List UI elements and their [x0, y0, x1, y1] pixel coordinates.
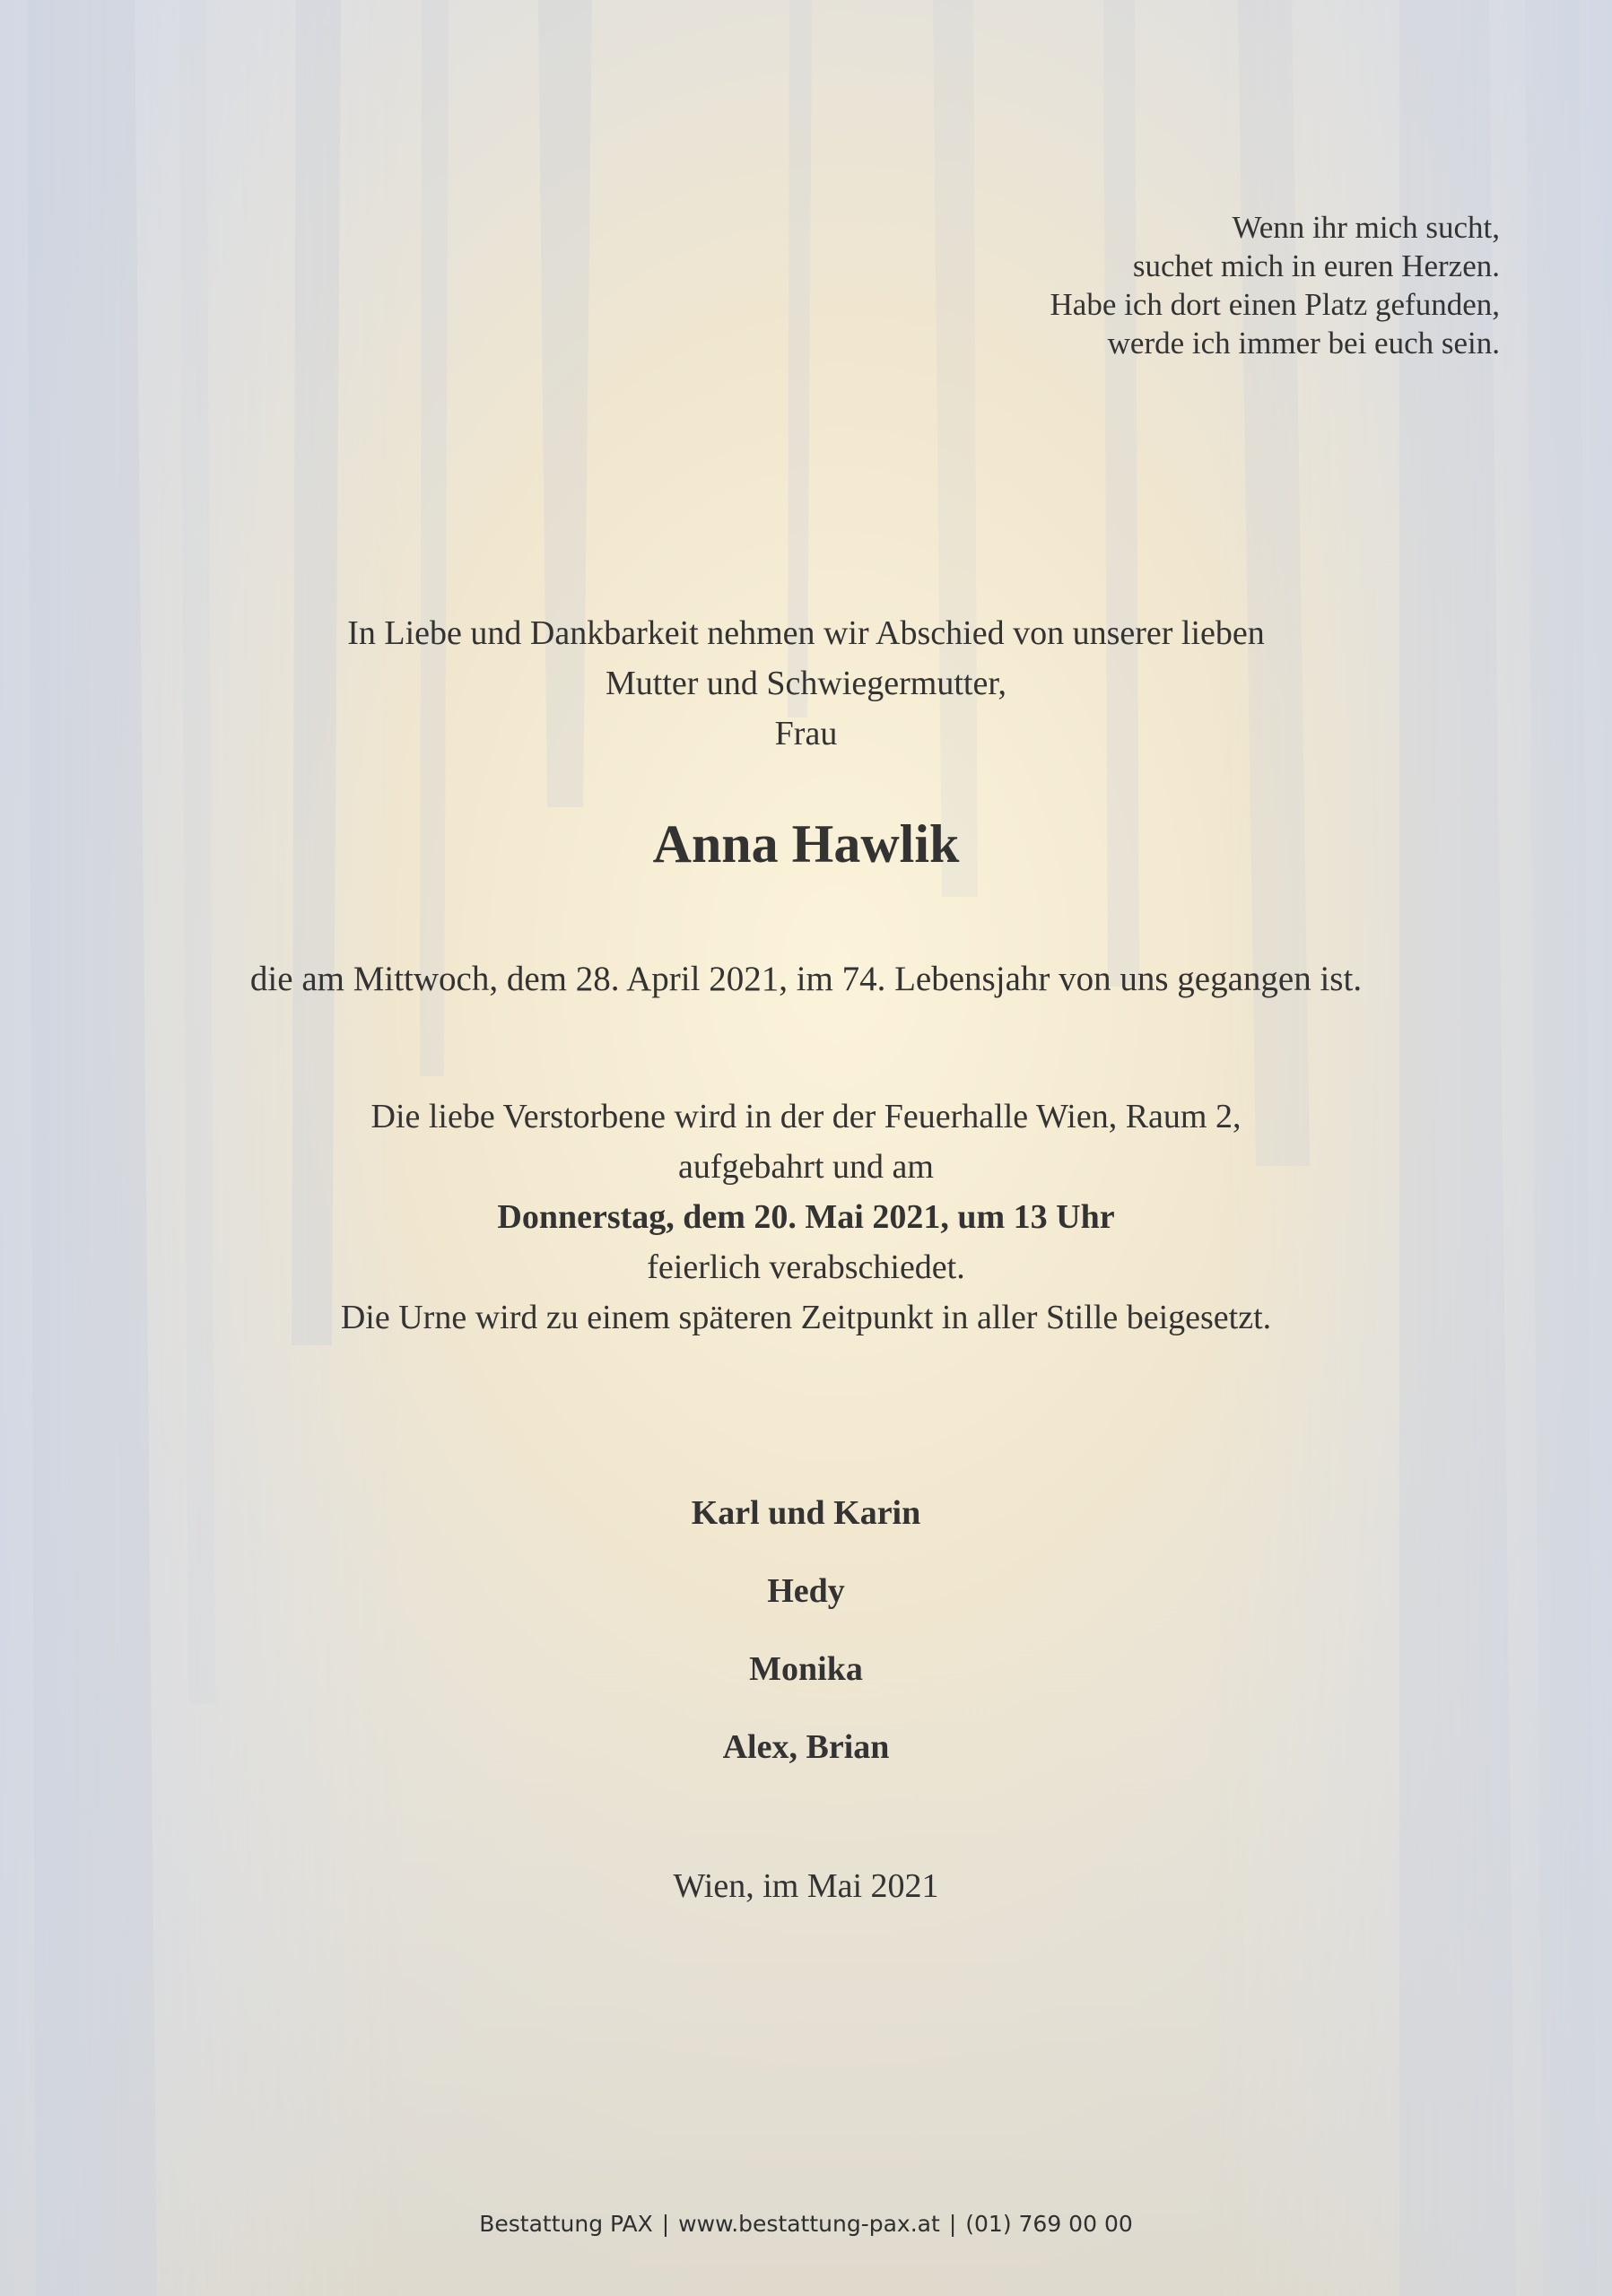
death-notice [0, 954, 1612, 1004]
mourner-name: Alex, Brian [722, 1728, 890, 1766]
intro-text [0, 608, 1612, 759]
mourner-name: Monika [749, 1650, 863, 1688]
funeral-home-phone: (01) 769 00 00 [965, 2211, 1133, 2237]
place-date-text: Wien, im Mai 2021 [673, 1867, 939, 1905]
place-and-date [0, 1861, 1612, 1911]
poem-line: Habe ich dort einen Platz gefunden, [1050, 287, 1500, 322]
funeral-home-footer [0, 2206, 1612, 2242]
mourners-list [0, 1474, 1612, 1787]
mourner-name: Karl und Karin [691, 1494, 921, 1532]
poem-line: suchet mich in euren Herzen. [1132, 248, 1500, 283]
memorial-poem [1050, 208, 1500, 362]
ceremony-details [0, 1091, 1612, 1343]
funeral-home-website: www.bestattung-pax.at [678, 2211, 940, 2237]
footer-separator: | [948, 2211, 957, 2237]
funeral-home-name: Bestattung PAX [479, 2211, 653, 2237]
poem-line: Wenn ihr mich sucht, [1232, 210, 1500, 245]
ceremony-date: Donnerstag, dem 20. Mai 2021, um 13 Uhr [497, 1198, 1115, 1236]
intro-line: In Liebe und Dankbarkeit nehmen wir Abschied von unserer lieben [347, 614, 1265, 652]
ceremony-line: feierlich verabschiedet. [647, 1248, 965, 1286]
ceremony-line: Die liebe Verstorbene wird in der der Feuerhalle Wien, Raum 2, [370, 1098, 1242, 1135]
intro-line: Mutter und Schwiegermutter, [606, 665, 1006, 702]
deceased-name: Anna Hawlik [652, 814, 960, 874]
footer-separator: | [661, 2211, 670, 2237]
intro-line: Frau [774, 715, 838, 752]
death-notice-text: die am Mittwoch, dem 28. April 2021, im 74. Lebensjahr von uns gegangen ist. [249, 960, 1363, 998]
mourner-name: Hedy [767, 1572, 845, 1610]
ceremony-line: aufgebahrt und am [678, 1148, 934, 1186]
ceremony-line: Die Urne wird zu einem späteren Zeitpunkt in aller Stille beigesetzt. [340, 1299, 1272, 1336]
poem-line: werde ich immer bei euch sein. [1107, 326, 1500, 361]
